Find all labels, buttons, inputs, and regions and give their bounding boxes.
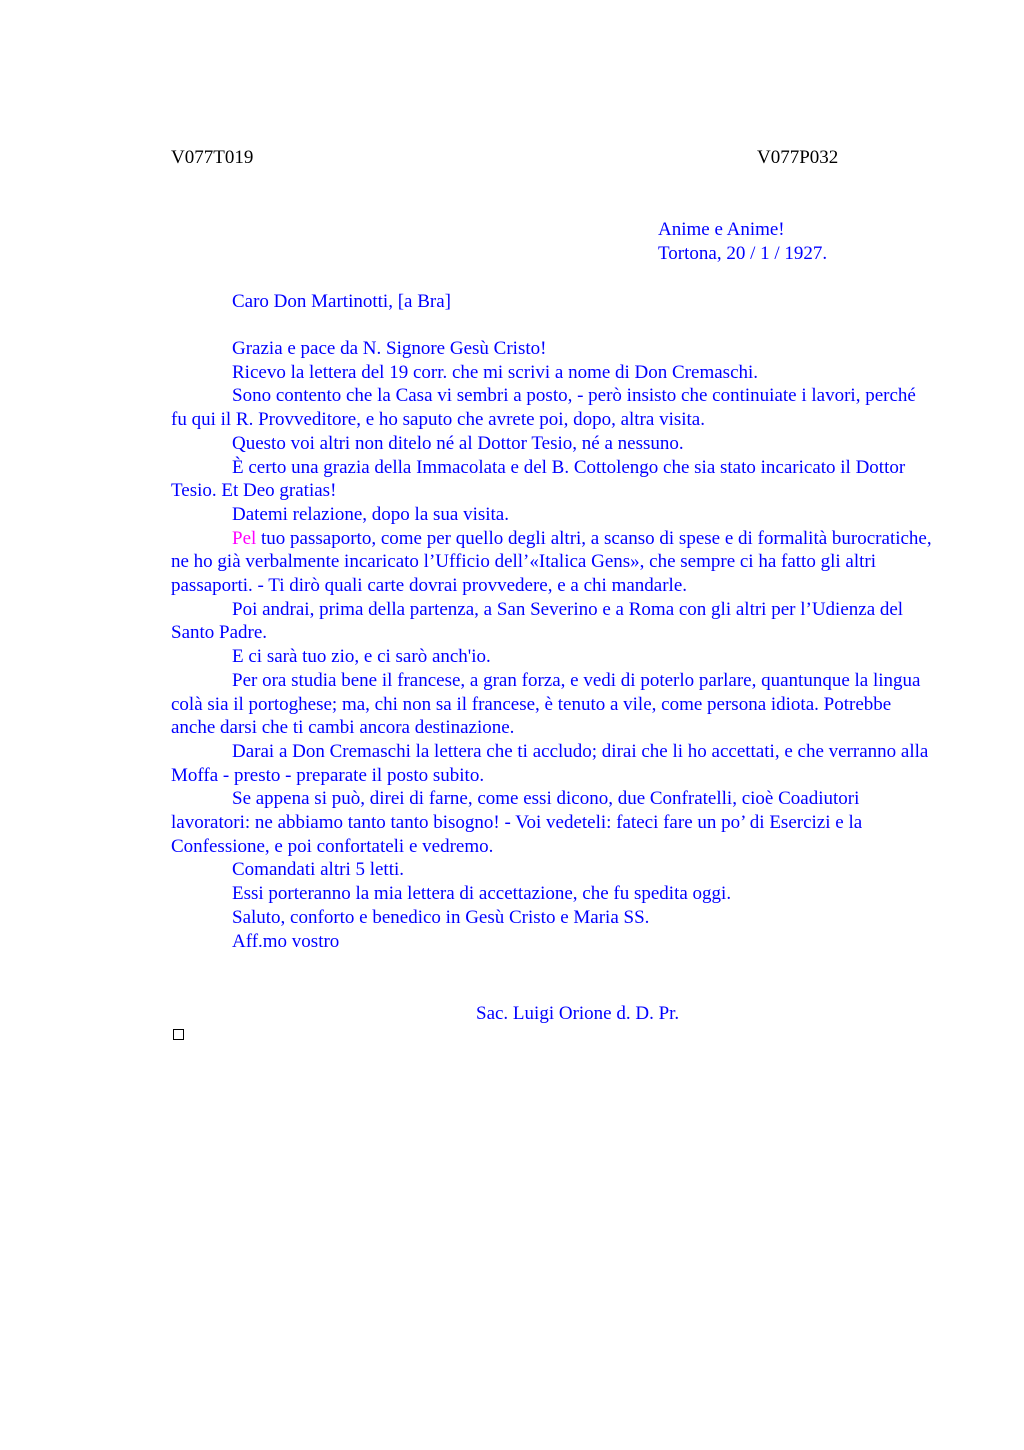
letter-heading (658, 218, 827, 265)
paragraph: Se appena si può, direi di farne, come essi dicono, due Confratelli, cioè Coadiutori lavoratori: ne abbiamo tanto tanto bisogno! - Voi vedeteli: fateci fare un po’ di Esercizi e la Confessione, e poi confortateli e vedremo. (171, 788, 863, 857)
paragraph: Per ora studia bene il francese, a gran forza, e vedi di poterlo parlare, quantunque la lingua colà sia il portoghese; ma, chi non sa il francese, è tenuto a vile, come persona idiota. Potrebbe anche darsi che ti cambi ancora destinazione. (171, 669, 921, 739)
paragraph: È certo una grazia della Immacolata e del B. Cottolengo che sia stato incaricato il Dottor Tesio. Et Deo gratias! (171, 456, 906, 502)
document-code-right: V077P032 (757, 147, 839, 168)
signature: Sac. Luigi Orione d. D. Pr. (476, 1003, 680, 1024)
paragraph: Darai a Don Cremaschi la lettera che ti accludo; dirai che li ho accettati, e che verranno alla Moffa - presto - preparate il posto subito. (171, 740, 929, 786)
end-square-icon (173, 1029, 184, 1040)
salutation: Caro Don Martinotti, [a Bra] (232, 291, 451, 312)
paragraph: Comandati altri 5 letti. (232, 859, 405, 881)
paragraph: Aff.mo vostro (232, 930, 340, 952)
document-code-left: V077T019 (171, 147, 254, 168)
paragraph: Sono contento che la Casa vi sembri a posto, - però insisto che continuiate i lavori, perché fu qui il R. Provveditore, e ho saputo che avrete poi, dopo, altra visita. (171, 385, 916, 431)
paragraph: Poi andrai, prima della partenza, a San Severino e a Roma con gli altri per l’Udienza del Santo Padre. (171, 598, 904, 644)
paragraph-text: tuo passaporto, come per quello degli altri, a scanso di spese e di formalità burocratiche, ne ho già verbalmente incaricato l’Ufficio dell’«Italica Gens», che sempre ci ha fatto gli altri passaporti. - Ti dirò quali carte dovrai provvedere, e a chi mandarle. (171, 527, 932, 597)
place-date: Tortona, 20 / 1 / 1927. (658, 242, 828, 264)
paragraph (171, 527, 933, 598)
paragraph: Datemi relazione, dopo la sua visita. (232, 503, 509, 525)
paragraph: Saluto, conforto e benedico in Gesù Cristo e Maria SS. (232, 906, 650, 928)
highlighted-word: Pel (232, 527, 257, 549)
paragraph: Essi porteranno la mia lettera di accettazione, che fu spedita oggi. (232, 883, 732, 905)
paragraph: Grazia e pace da N. Signore Gesù Cristo! (232, 338, 547, 359)
paragraph: E ci sarà tuo zio, e ci sarò anch'io. (232, 646, 491, 668)
motto: Anime e Anime! (658, 219, 785, 240)
paragraph: Ricevo la lettera del 19 corr. che mi scrivi a nome di Don Cremaschi. (232, 361, 759, 383)
paragraph: Questo voi altri non ditelo né al Dottor Tesio, né a nessuno. (232, 432, 684, 454)
letter-body (171, 337, 933, 953)
